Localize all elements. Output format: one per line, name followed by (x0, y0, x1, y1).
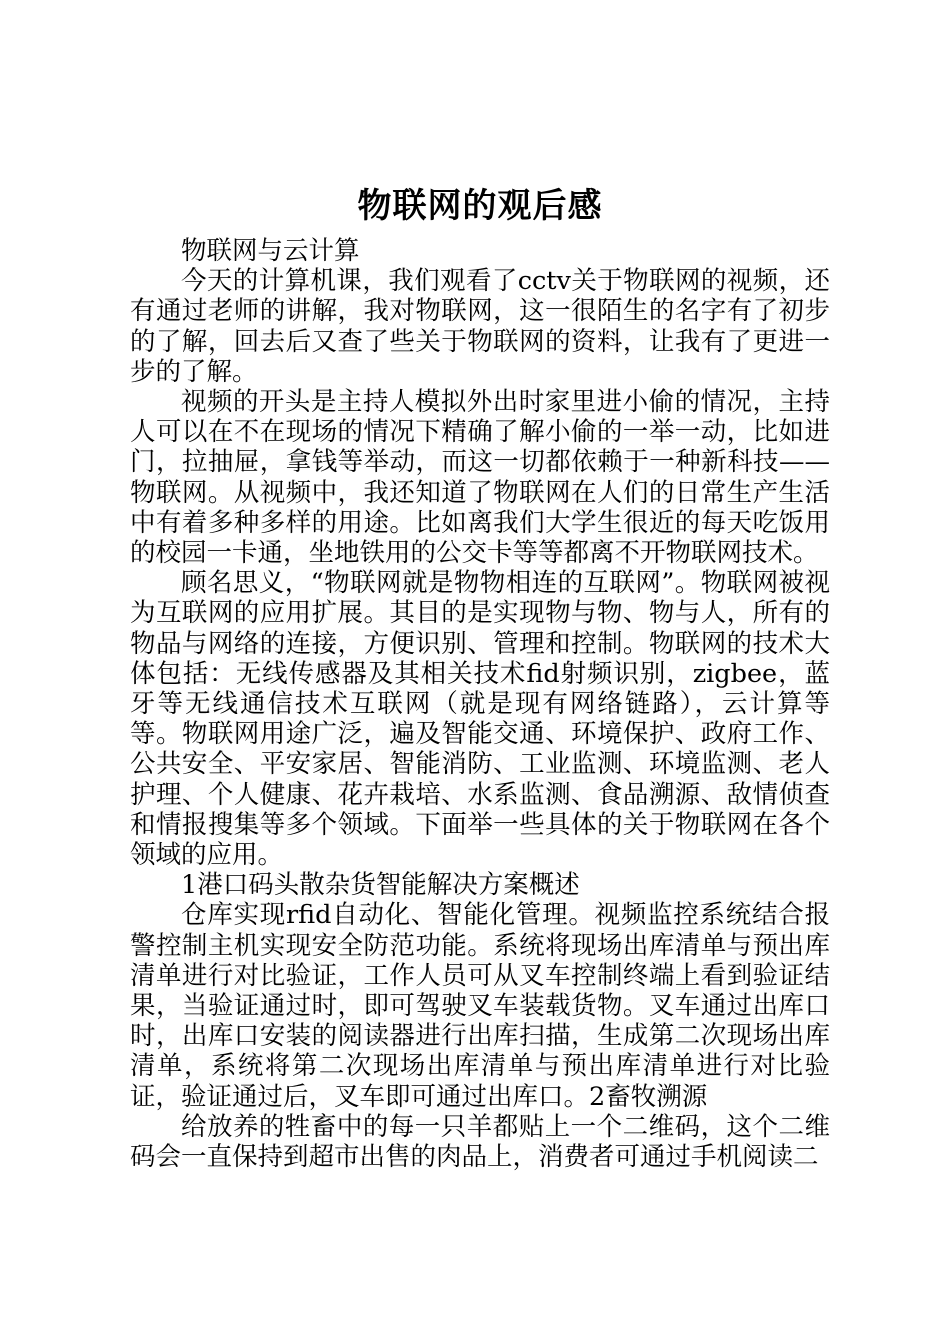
document-title: 物联网的观后感 (357, 186, 603, 226)
paragraph-livestock: 给放养的牲畜中的每一只羊都贴上一个二维码，这个二维码会一直保持到超市出售的肉品上，消费者可通过手机阅读二 (130, 1111, 830, 1173)
paragraph-section-heading-1: 1港口码头散杂货智能解决方案概述 (181, 870, 580, 901)
document-page (130, 178, 830, 1172)
paragraph-intro: 今天的计算机课，我们观看了cctv关于物联网的视频，还有通过老师的讲解，我对物联网，这一很陌生的名字有了初步的了解，回去后又查了些关于物联网的资料，让我有了更进一步的了解。 (130, 266, 830, 387)
paragraph-warehouse: 仓库实现rfid自动化、智能化管理。视频监控系统结合报警控制主机实现安全防范功能。系统将现场出库清单与预出库清单进行对比验证，工作人员可从叉车控制终端上看到验证结果，当验证通过时，即可驾驶叉车装载货物。叉车通过出库口时，出库口安装的阅读器进行出库扫描，生成第二次现场出库清单，系统将第二次现场出库清单与预出库清单进行对比验证，验证通过后，叉车即可通过出库口。2畜牧溯源 (130, 900, 830, 1112)
paragraph-subtitle: 物联网与云计算 (181, 236, 360, 266)
paragraph-video: 视频的开头是主持人模拟外出时家里进小偷的情况，主持人可以在不在现场的情况下精确了解小偷的一举一动，比如进门，拉抽屉，拿钱等举动，而这一切都依赖于一种新科技——物联网。从视频中，我还知道了物联网在人们的日常生产生活中有着多种多样的用途。比如离我们大学生很近的每天吃饭用的校园一卡通，坐地铁用的公交卡等等都离不开物联网技术。 (130, 387, 830, 569)
paragraph-definition: 顾名思义，“物联网就是物物相连的互联网”。物联网被视为互联网的应用扩展。其目的是实现物与物、物与人，所有的物品与网络的连接，方便识别、管理和控制。物联网的技术大体包括：无线传感器及其相关技术fid射频识别，zigbee，蓝牙等无线通信技术互联网（就是现有网络链路），云计算等等。物联网用途广泛，遍及智能交通、环境保护、政府工作、公共安全、平安家居、智能消防、工业监测、环境监测、老人护理、个人健康、花卉栽培、水系监测、食品溯源、敌情侦查和情报搜集等多个领域。下面举一些具体的关于物联网在各个领域的应用。 (130, 568, 830, 871)
